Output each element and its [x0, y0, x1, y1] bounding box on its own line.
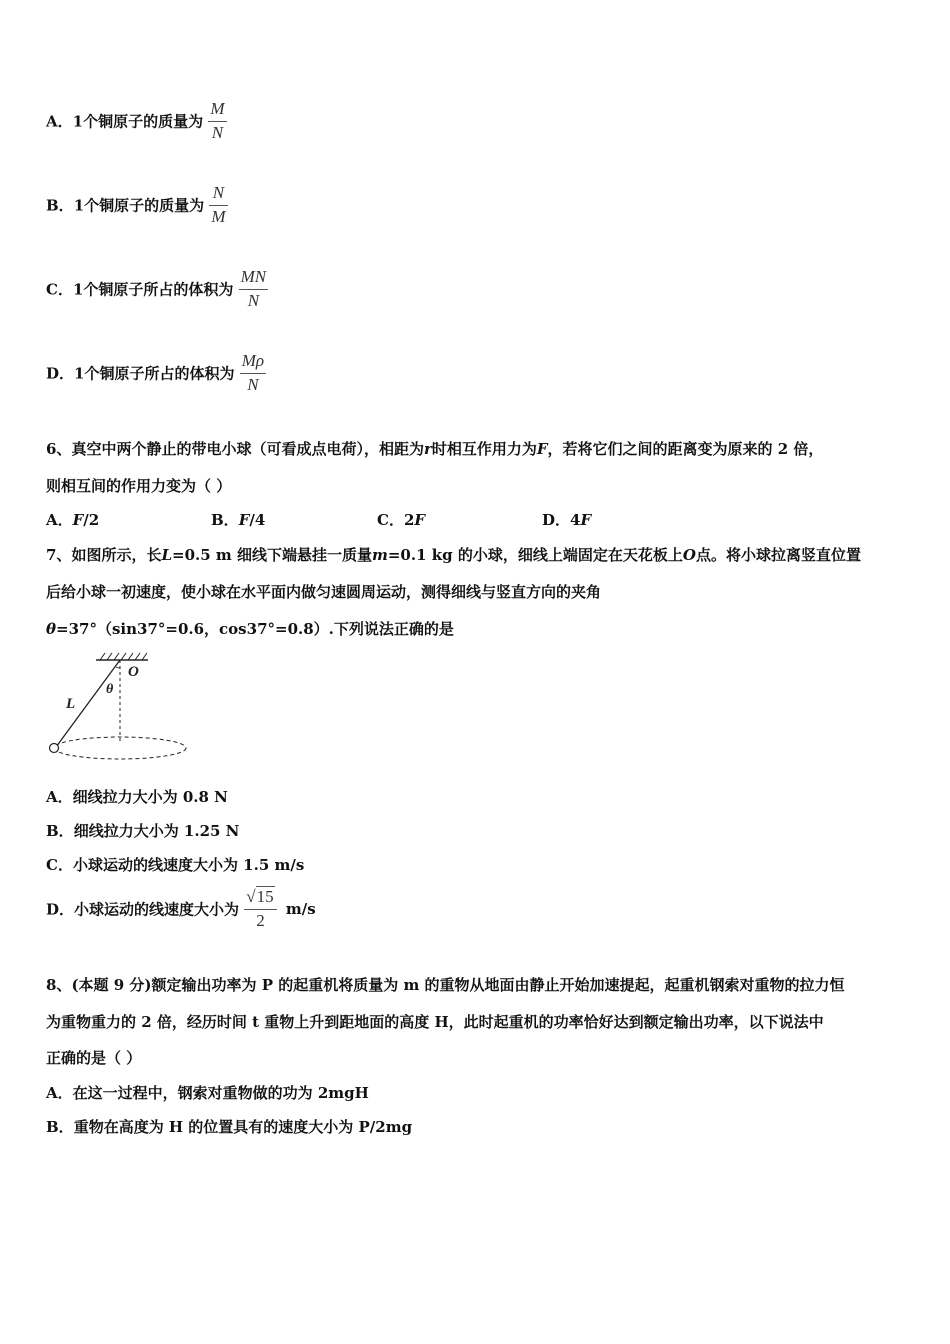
- denominator: N: [247, 290, 260, 310]
- var-F: F: [414, 511, 426, 529]
- option-label: B．: [211, 511, 239, 529]
- q7-option-d: [46, 888, 316, 930]
- denominator: M: [211, 206, 226, 226]
- q8-stem-line1: [46, 974, 845, 995]
- var-O: O: [682, 546, 696, 564]
- conical-pendulum-figure: [44, 650, 194, 762]
- q5-option-c: [46, 268, 268, 310]
- numerator: N: [209, 184, 227, 206]
- option-text: 1个铜原子的质量为: [72, 112, 204, 131]
- option-label: B．: [46, 196, 74, 215]
- denominator: N: [247, 374, 259, 394]
- option-text: /4: [249, 511, 266, 529]
- option-label: B．: [46, 1118, 74, 1136]
- option-label: D．: [542, 511, 571, 529]
- radicand: 15: [256, 887, 274, 906]
- label-L: L: [66, 696, 76, 712]
- numerator: [244, 888, 276, 910]
- var-m: m: [371, 546, 388, 564]
- option-label: C．: [46, 280, 73, 299]
- var-F: F: [580, 511, 592, 529]
- sqrt: √15: [246, 887, 274, 906]
- fraction: [240, 352, 266, 394]
- var-L: L: [161, 546, 172, 564]
- q8-option-b: [46, 1116, 412, 1137]
- q6-option-d: [542, 509, 591, 530]
- q7-stem-line2: 后给小球一初速度，使小球在水平面内做匀速圆周运动，测得细线与竖直方向的夹角: [46, 583, 602, 601]
- stem-text: 真空中两个静止的带电小球（可看成点电荷），相距为: [71, 440, 424, 458]
- unit: m/s: [285, 900, 316, 919]
- option-text: 2: [403, 511, 415, 529]
- numerator: M: [208, 100, 226, 122]
- option-text: 4: [570, 511, 581, 529]
- q7-option-b: [46, 820, 239, 841]
- option-text: 重物在高度为 H 的位置具有的速度大小为 P/2mg: [73, 1118, 413, 1136]
- label-O: O: [128, 664, 139, 680]
- ball: [50, 744, 59, 753]
- var-F: F: [72, 511, 84, 529]
- angle-arc: [116, 667, 120, 668]
- numerator: Mρ: [240, 352, 266, 374]
- q7-option-a: [46, 786, 228, 807]
- q6-option-a: [46, 509, 99, 530]
- q8-option-a: [46, 1082, 369, 1103]
- stem-text: 如图所示，长: [71, 546, 162, 564]
- option-label: B．: [46, 822, 74, 840]
- stem-text: (本题 9 分)额定输出功率为 P 的起重机将质量为 m 的重物从地面由静止开始加速提起，起重机钢索对重物的拉力恒: [71, 976, 845, 994]
- option-text: 小球运动的线速度大小为 1.5 m/s: [72, 856, 305, 874]
- q6-option-b: [211, 509, 265, 530]
- stem-text: 点。将小球拉离竖直位置: [695, 546, 861, 564]
- q5-option-a: [46, 100, 227, 142]
- option-label: A．: [46, 112, 73, 131]
- denominator: N: [211, 122, 224, 142]
- q6-option-c: [377, 509, 425, 530]
- option-text: 1个铜原子所占的体积为: [72, 280, 234, 299]
- question-number: 7、: [46, 546, 72, 564]
- option-text: 在这一过程中，钢索对重物做的功为 2mgH: [72, 1084, 369, 1102]
- stem-text: 时相互作用力为: [431, 440, 537, 458]
- option-text: 1个铜原子的质量为: [73, 196, 205, 215]
- ceiling-hatching: [100, 653, 147, 660]
- option-text: /2: [83, 511, 100, 529]
- var-F: F: [238, 511, 250, 529]
- q8-stem-line3: 正确的是（ ）: [46, 1049, 142, 1067]
- stem-text: ，若将它们之间的距离变为原来的 2 倍，: [547, 440, 824, 458]
- q6-stem-line1: [46, 438, 823, 459]
- q7-stem-line3: [46, 618, 454, 639]
- question-number: 8、: [46, 976, 72, 994]
- option-label: A．: [46, 1084, 73, 1102]
- var-F: F: [536, 440, 548, 458]
- var-r: r: [423, 440, 432, 458]
- fraction: [244, 888, 276, 930]
- option-label: C．: [377, 511, 404, 529]
- option-label: D．: [46, 364, 75, 383]
- label-theta: θ: [106, 682, 114, 697]
- option-text: 细线拉力大小为 0.8 N: [72, 788, 228, 806]
- denominator: 2: [256, 910, 265, 930]
- option-text: 小球运动的线速度大小为: [74, 900, 240, 919]
- option-label: C．: [46, 856, 73, 874]
- fraction: [209, 184, 227, 226]
- numerator: MN: [239, 268, 269, 290]
- q5-option-b: [46, 184, 228, 226]
- q7-stem-line1: [46, 544, 861, 565]
- q5-option-d: [46, 352, 266, 394]
- q8-stem-line2: 为重物重力的 2 倍，经历时间 t 重物上升到距地面的高度 H，此时起重机的功率恰好达到额定输出功率，以下说法中: [46, 1013, 824, 1031]
- question-number: 6、: [46, 440, 72, 458]
- option-text: 1个铜原子所占的体积为: [74, 364, 235, 383]
- option-text: 细线拉力大小为 1.25 N: [73, 822, 240, 840]
- stem-text: =0.5 m 细线下端悬挂一质量: [172, 546, 372, 564]
- option-label: A．: [46, 511, 73, 529]
- stem-text: =37°（sin37°=0.6，cos37°=0.8）.下列说法正确的是: [56, 620, 454, 638]
- q7-option-c: [46, 854, 304, 875]
- var-theta: θ: [46, 620, 57, 638]
- fraction: [239, 268, 269, 310]
- stem-text: =0.1 kg 的小球，细线上端固定在天花板上: [387, 546, 683, 564]
- option-label: A．: [46, 788, 73, 806]
- option-label: D．: [46, 900, 75, 919]
- q6-stem-line2: 则相互间的作用力变为（ ）: [46, 477, 232, 495]
- fraction: [208, 100, 226, 142]
